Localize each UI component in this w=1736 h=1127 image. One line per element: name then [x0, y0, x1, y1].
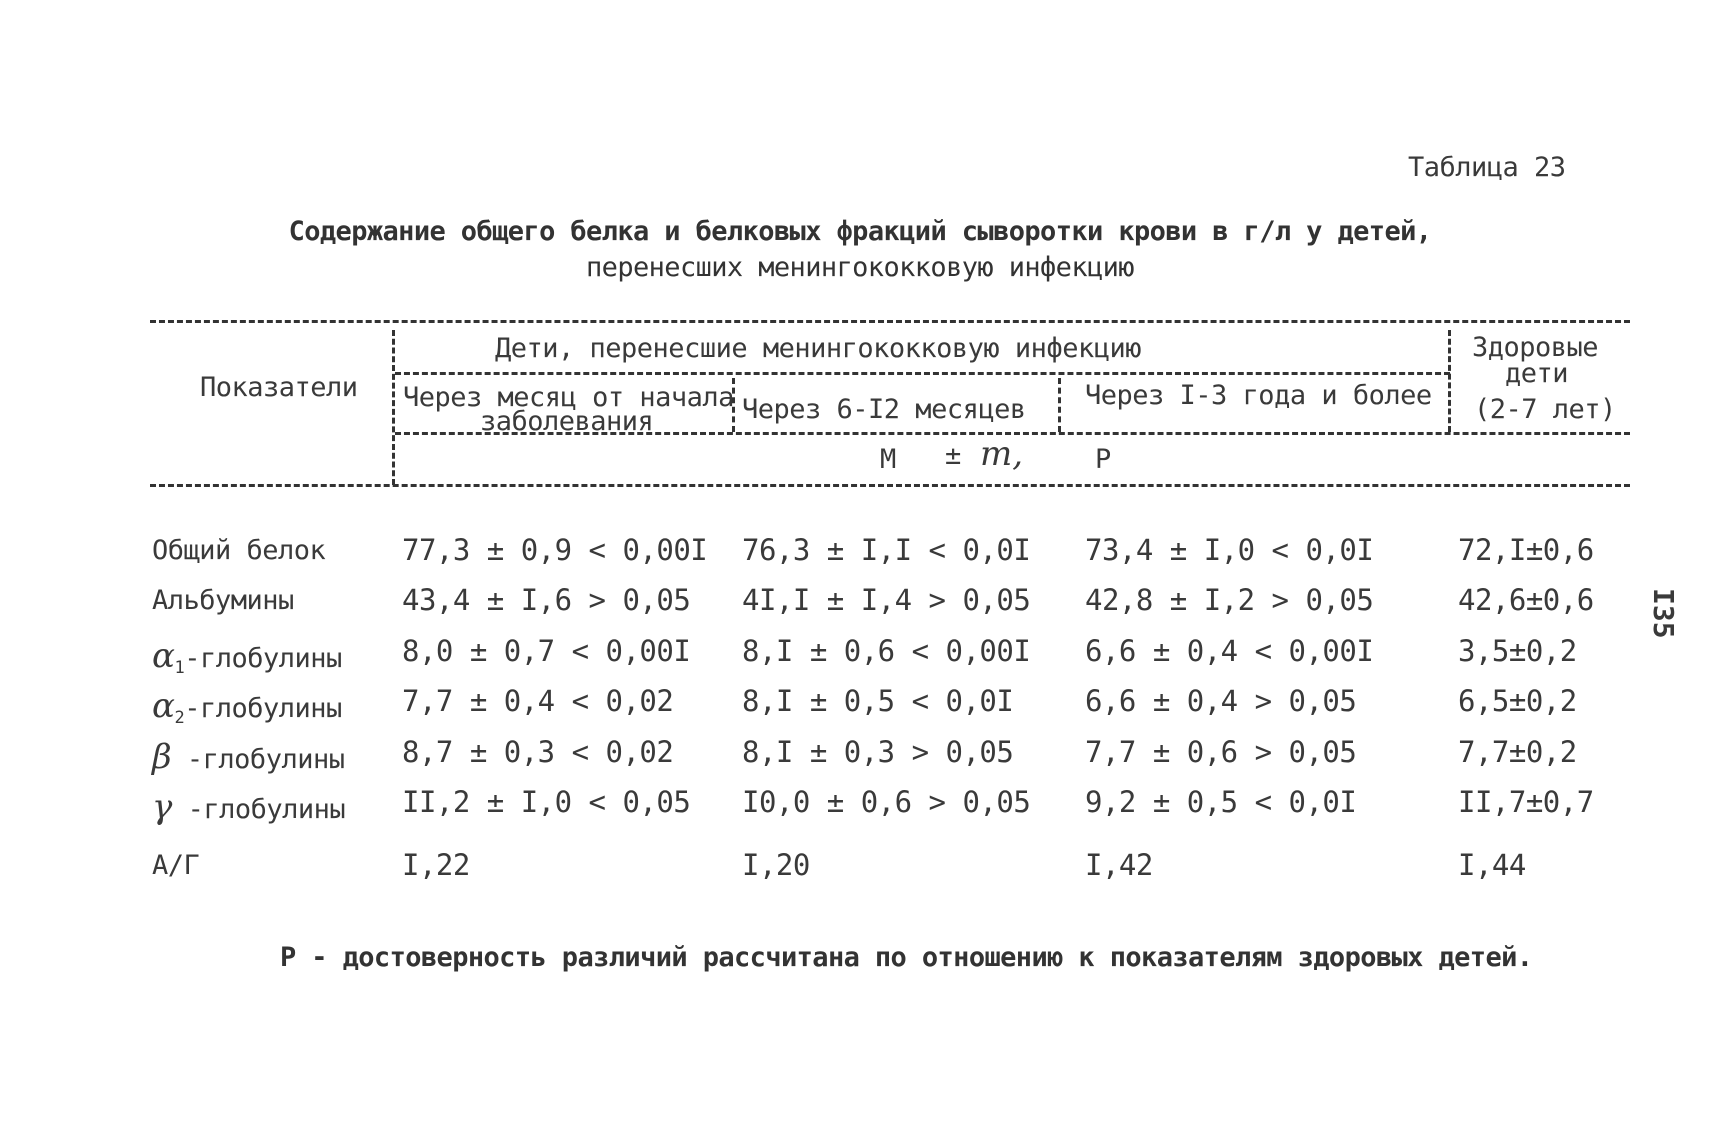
- header-healthy-line1: Здоровые: [1472, 332, 1599, 363]
- stat-p: Р: [1095, 444, 1111, 475]
- row-label-text: Общий белок: [152, 535, 326, 566]
- row-label: [152, 585, 294, 616]
- header-col2: Через 6-I2 месяцев: [742, 394, 1026, 425]
- row-label: [152, 686, 342, 728]
- cell-month: 77,3 ± 0,9 < 0,00I: [402, 533, 708, 567]
- cell-1-3-years: 7,7 ± 0,6 > 0,05: [1085, 735, 1357, 769]
- row-label-text: -глобулины: [171, 794, 346, 825]
- footnote: Р - достоверность различий рассчитана по отношению к показателям здоровых детей.: [280, 942, 1533, 973]
- cell-1-3-years: 42,8 ± I,2 > 0,05: [1085, 583, 1374, 617]
- greek-symbol: α: [152, 636, 175, 676]
- cell-month: II,2 ± I,0 < 0,05: [402, 785, 691, 819]
- col-divider-indicators: [392, 330, 395, 485]
- cell-month: I,22: [402, 848, 470, 882]
- header-bottom-rule: [150, 484, 1630, 487]
- table-title-line2: перенесших менингококковую инфекцию: [586, 252, 1134, 283]
- row-label: [152, 850, 199, 881]
- cell-6-12-months: 8,I ± 0,3 > 0,05: [742, 735, 1014, 769]
- table-title-line1: Содержание общего белка и белковых фракций сыворотки крови в г/л у детей,: [288, 216, 1432, 247]
- cell-6-12-months: I0,0 ± 0,6 > 0,05: [742, 785, 1031, 819]
- cell-1-3-years: 6,6 ± 0,4 < 0,00I: [1085, 634, 1374, 668]
- cell-1-3-years: 9,2 ± 0,5 < 0,0I: [1085, 785, 1357, 819]
- cell-healthy: 3,5±0,2: [1458, 634, 1577, 668]
- header-col3: Через I-3 года и более: [1085, 380, 1432, 411]
- greek-symbol: β: [152, 737, 172, 777]
- cell-healthy: 7,7±0,2: [1458, 735, 1577, 769]
- cell-month: 8,7 ± 0,3 < 0,02: [402, 735, 674, 769]
- row-label: [152, 535, 325, 566]
- cell-healthy: 42,6±0,6: [1458, 583, 1594, 617]
- cell-6-12-months: I,20: [742, 848, 810, 882]
- cell-6-12-months: 76,3 ± I,I < 0,0I: [742, 533, 1031, 567]
- cell-healthy: 72,I±0,6: [1458, 533, 1594, 567]
- row-label: [152, 787, 345, 827]
- page-number: I35: [1647, 588, 1680, 639]
- cell-1-3-years: 6,6 ± 0,4 > 0,05: [1085, 684, 1357, 718]
- header-col1-line1: Через месяц от начала: [403, 382, 734, 413]
- cell-6-12-months: 4I,I ± I,4 > 0,05: [742, 583, 1031, 617]
- row-label: [152, 737, 344, 777]
- cell-1-3-years: 73,4 ± I,0 < 0,0I: [1085, 533, 1374, 567]
- cell-healthy: 6,5±0,2: [1458, 684, 1577, 718]
- cell-6-12-months: 8,I ± 0,5 < 0,0I: [742, 684, 1014, 718]
- header-healthy-line2: дети: [1505, 358, 1569, 389]
- header-healthy-line3: (2-7 лет): [1474, 394, 1616, 425]
- greek-symbol: α: [152, 686, 175, 726]
- table-top-rule: [150, 320, 1630, 323]
- col-divider-healthy: [1448, 330, 1451, 432]
- group-header-rule: [395, 372, 1450, 375]
- cell-1-3-years: I,42: [1085, 848, 1153, 882]
- header-col1-line2: заболевания: [480, 406, 654, 437]
- stat-m: М: [880, 444, 896, 475]
- row-label-text: -глобулины: [184, 693, 342, 724]
- table-number: Таблица 23: [1408, 152, 1566, 183]
- greek-subscript: 1: [174, 658, 185, 678]
- cell-month: 7,7 ± 0,4 < 0,02: [402, 684, 674, 718]
- greek-symbol: γ: [152, 787, 172, 827]
- greek-subscript: 2: [174, 708, 185, 728]
- stat-plus-minus: ±: [945, 440, 961, 471]
- header-indicators: Показатели: [200, 372, 358, 403]
- row-label: [152, 636, 342, 678]
- row-label-text: Альбумины: [152, 585, 294, 616]
- stat-small-m: m,: [980, 434, 1024, 474]
- cell-month: 8,0 ± 0,7 < 0,00I: [402, 634, 691, 668]
- cell-month: 43,4 ± I,6 > 0,05: [402, 583, 691, 617]
- cell-healthy: I,44: [1458, 848, 1526, 882]
- header-group-children: Дети, перенесшие менингококковую инфекцию: [495, 333, 1141, 364]
- row-label-text: -глобулины: [184, 643, 342, 674]
- cell-healthy: II,7±0,7: [1458, 785, 1594, 819]
- row-label-text: А/Г: [152, 850, 200, 881]
- row-label-text: -глобулины: [171, 744, 345, 775]
- cell-6-12-months: 8,I ± 0,6 < 0,00I: [742, 634, 1031, 668]
- col-divider-2: [1058, 378, 1061, 432]
